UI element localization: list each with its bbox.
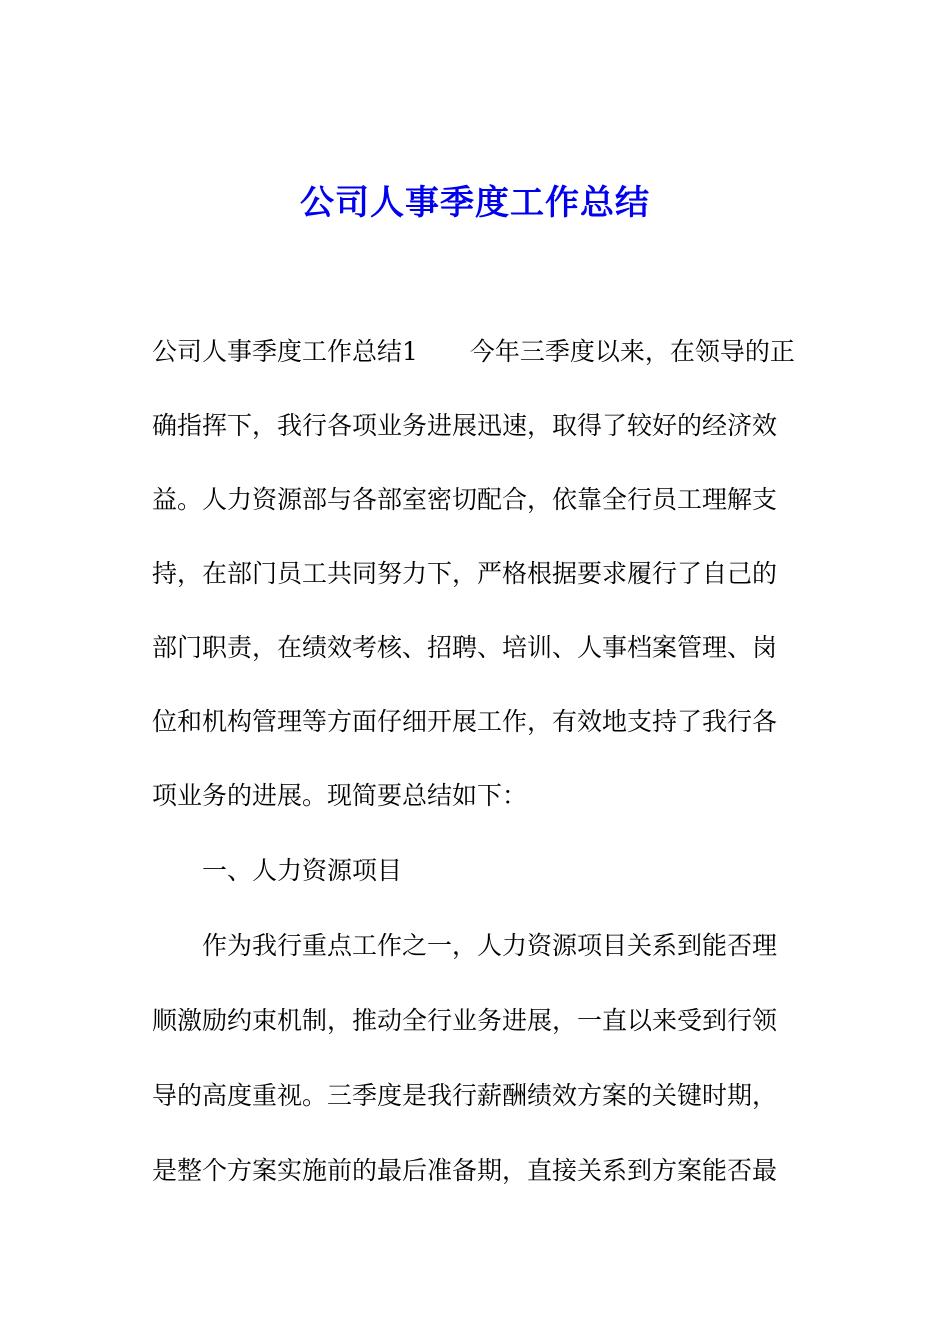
section-heading: 一、人力资源项目 <box>202 856 403 885</box>
section-line-2: 顺激励约束机制，推动全行业务进展，一直以来受到行领 <box>152 1006 778 1035</box>
intro-line-2: 确指挥下，我行各项业务进展迅速，取得了较好的经济效 <box>152 411 778 440</box>
intro-line-6: 位和机构管理等方面仔细开展工作，有效地支持了我行各 <box>152 707 778 736</box>
section-line-1: 作为我行重点工作之一，人力资源项目关系到能否理 <box>202 931 778 960</box>
intro-line-5: 部门职责，在绩效考核、招聘、培训、人事档案管理、岗 <box>152 633 778 662</box>
intro-line-3: 益。人力资源部与各部室密切配合，依靠全行员工理解支 <box>152 485 778 514</box>
intro-line-7: 项业务的进展。现简要总结如下： <box>152 781 528 810</box>
section-line-3: 导的高度重视。三季度是我行薪酬绩效方案的关键时期， <box>152 1081 778 1110</box>
intro-line-1 <box>152 334 795 370</box>
intro-line-text-1: 今年三季度以来，在领导的正 <box>469 337 795 366</box>
document-title: 公司人事季度工作总结 <box>300 183 650 223</box>
intro-line-4: 持，在部门员工共同努力下，严格根据要求履行了自己的 <box>152 559 778 588</box>
intro-label: 公司人事季度工作总结1 <box>152 337 418 366</box>
section-line-4: 是整个方案实施前的最后准备期，直接关系到方案能否最 <box>152 1156 778 1185</box>
